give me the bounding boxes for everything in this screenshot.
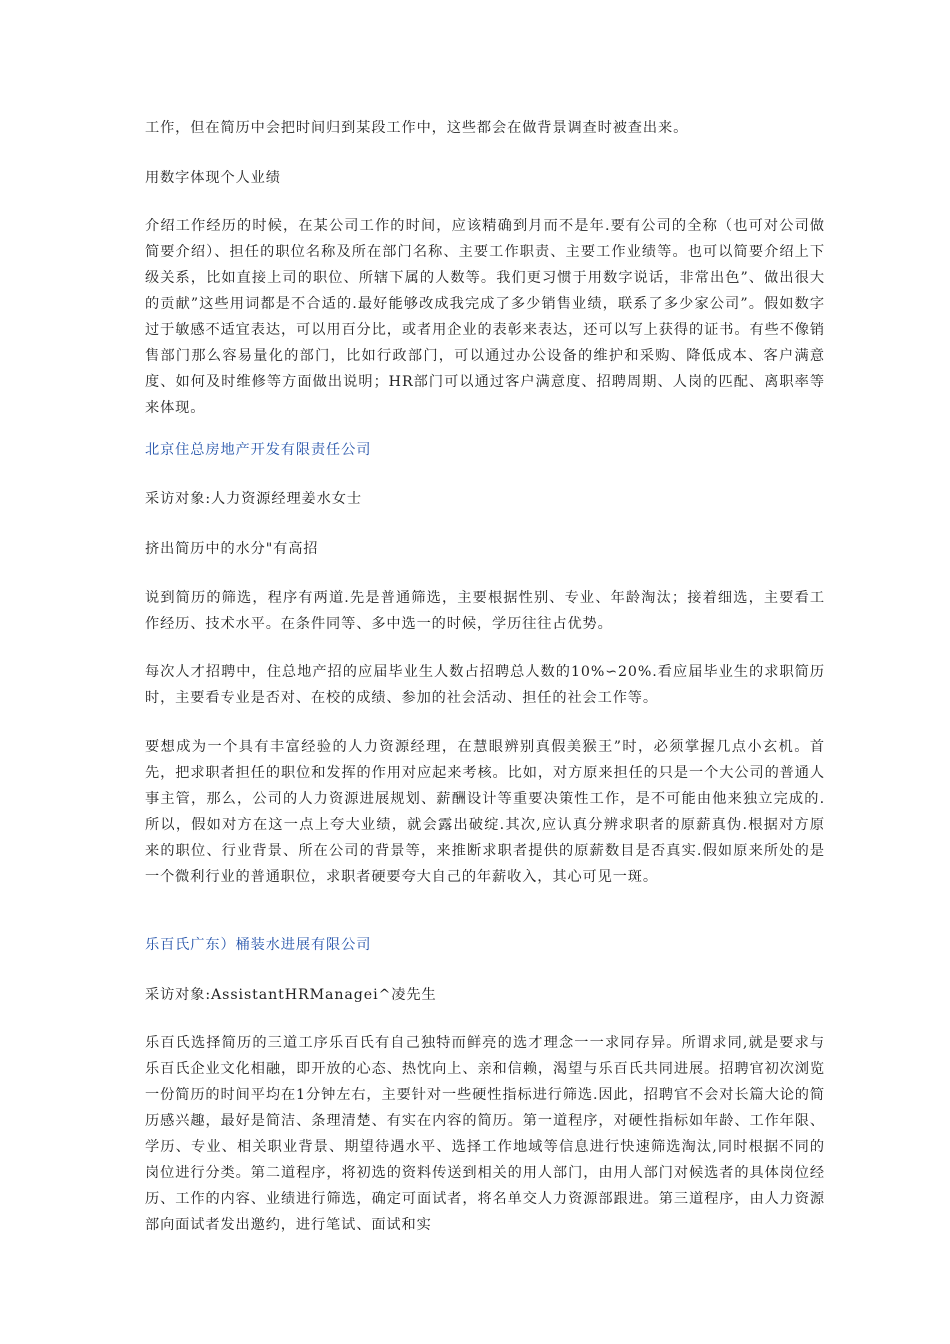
paragraph-hr-manager: 要想成为一个具有丰富经验的人力资源经理，在慧眼辨别真假美猴王”时，必须掌握几点小玄机。首先，把求职者担任的职位和发挥的作用对应起来考核。比如，对方原来担任的只是一个大公司的普通人事主管，那么，公司的人力资源进展规划、薪酬设计等重要决策性工作，是不可能由他来独立完成的.所以，假如对方在这一点上夸大业绩，就会露出破绽.其次,应认真分辨求职者的原薪真伪.根据对方原来的职位、行业背景、所在公司的背景等，来推断求职者提供的原薪数目是否真实.假如原来所处的是一个微利行业的普通职位，求职者硬要夸大自己的年薪收入，其心可见一斑。 xyxy=(145,739,825,885)
paragraph-work-experience: 介绍工作经历的时候，在某公司工作的时间，应该精确到月而不是年.要有公司的全称（也可对公司做简要介绍）、担任的职位名称及所在部门名称、主要工作职责、主要工作业绩等。也可以简要介绍上下级关系，比如直接上司的职位、所辖下属的人数等。我们更习惯于用数字说话，非常出色”、做出很大的贡献”这些用词都是不合适的.最好能够改成我完成了多少销售业绩，联系了多少家公司”。假如数字过于敏感不适宜表达，可以用百分比，或者用企业的表彰来表达，还可以写上获得的证书。有些不像销售部门那么容易量化的部门，比如行政部门，可以通过办公设备的维护和采购、降低成本、客户满意度、如何及时维修等方面做出说明；HR部门可以通过客户满意度、招聘周期、人岗的匹配、离职率等来体现。 xyxy=(145,218,825,416)
company-heading-zhuzong: 北京住总房地产开发有限责任公司 xyxy=(145,442,372,458)
section-heading-quantify: 用数字体现个人业绩 xyxy=(145,170,281,186)
paragraph-graduates: 每次人才招聘中，住总地产招的应届毕业生人数占招聘总人数的10%∽20%.看应届毕业生的求职简历时，主要看专业是否对、在校的成绩、参加的社会活动、担任的社会工作等。 xyxy=(145,664,825,706)
interviewee-line-2: 采访对象:AssistantHRManagei^凌先生 xyxy=(145,987,437,1003)
paragraph-three-steps: 乐百氏选择简历的三道工序乐百氏有自己独特而鲜亮的选才理念一一求同存异。所谓求同,就是要求与乐百氏企业文化相融，即开放的心态、热忱向上、亲和信赖，渴望与乐百氏共同进展。招聘官初次浏览一份简历的时间平均在1分钟左右，主要针对一些硬性指标进行筛选.因此，招聘官不会对长篇大论的简历感兴趣，最好是简洁、条理清楚、有实在内容的简历。第一道程序，对硬性指标如年龄、工作年限、学历、专业、相关职业背景、期望待遇水平、选择工作地域等信息进行快速筛选淘汰,同时根据不同的岗位进行分类。第二道程序，将初选的资料传送到相关的用人部门，由用人部门对候选者的具体岗位经历、工作的内容、业绩进行筛选，确定可面试者，将名单交人力资源部跟进。第三道程序，由人力资源部向面试者发出邀约，进行笔试、面试和实 xyxy=(145,1035,825,1233)
paragraph-screening: 说到简历的筛选，程序有两道.先是普通筛选，主要根据性别、专业、年龄淘汰；接着细选，主要看工作经历、技术水平。在条件同等、多中选一的时候，学历往往占优势。 xyxy=(145,590,825,632)
interviewee-line-1: 采访对象:人力资源经理姜水女士 xyxy=(145,491,362,507)
paragraph-background-check: 工作，但在简历中会把时间归到某段工作中，这些都会在做背景调查时被查出来。 xyxy=(145,120,689,136)
company-heading-robust: 乐百氏广东）桶装水进展有限公司 xyxy=(145,937,372,953)
subheading-squeeze-water: 挤出简历中的水分"有高招 xyxy=(145,541,319,557)
